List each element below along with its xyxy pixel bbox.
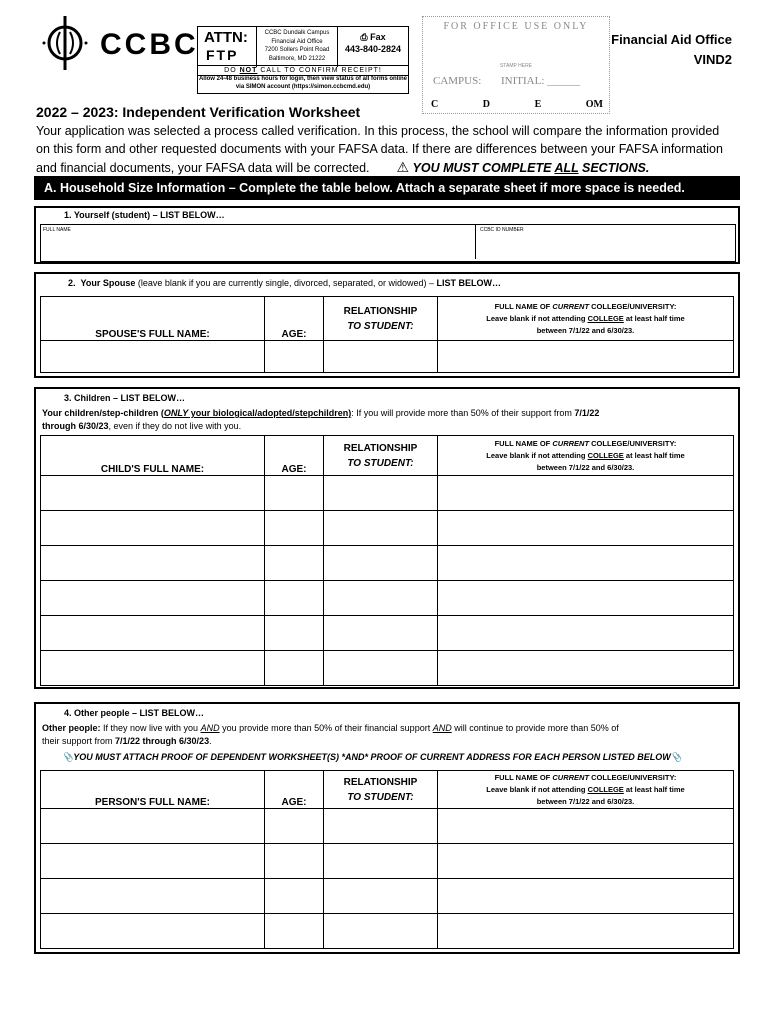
name-cell[interactable] [41, 914, 265, 949]
note-pre: DO [224, 67, 240, 74]
table-row [41, 616, 734, 651]
age-cell[interactable] [265, 651, 324, 686]
attach-text: YOU MUST ATTACH PROOF OF DEPENDENT WORKSHEET(S) *AND* PROOF OF CURRENT ADDRESS FOR EACH PERSON LISTED BELOW [73, 752, 671, 762]
rel-line1: RELATIONSHIP [343, 305, 418, 317]
relationship-cell[interactable] [324, 809, 438, 844]
age-cell[interactable] [265, 511, 324, 546]
s4-a: If they now live with you [103, 723, 201, 733]
relationship-cell[interactable] [324, 651, 438, 686]
college-cell[interactable] [438, 809, 734, 844]
s4-c: will continue to provide more than 50% of [451, 723, 619, 733]
s3-pre: Your children/step-children ( [42, 408, 164, 418]
s2-bold: Your Spouse [80, 278, 136, 288]
name-cell[interactable] [41, 879, 265, 914]
attn-dept: FTP [206, 47, 239, 63]
s2-num: 2. [68, 278, 76, 288]
rel-line1: RELATIONSHIP [343, 776, 418, 788]
full1-cur: CURRENT [552, 438, 590, 448]
warning-pre: YOU MUST COMPLETE [412, 161, 555, 175]
table-row [41, 914, 734, 949]
office-use-title: FOR OFFICE USE ONLY [443, 21, 589, 32]
yourself-fields [40, 224, 736, 262]
age-header: AGE: [265, 297, 324, 341]
office-code: OM [585, 99, 603, 110]
table-row [41, 809, 734, 844]
full3: between 7/1/22 and 6/30/23. [536, 462, 635, 472]
rel-line2: TO STUDENT: [347, 791, 414, 803]
child-name-header: CHILD'S FULL NAME: [41, 436, 265, 476]
full2-pre: Leave blank if not attending [486, 313, 588, 323]
s4-date: 7/1/22 through 6/30/23 [115, 736, 210, 746]
table-row [41, 651, 734, 686]
spouse-name-header: SPOUSE'S FULL NAME: [41, 297, 265, 341]
section-spouse [34, 272, 740, 378]
age-cell[interactable] [265, 809, 324, 844]
section-3-title: 3. Children – LIST BELOW… [64, 393, 186, 403]
office-name: Financial Aid Office [611, 32, 732, 47]
full-name-label: FULL NAME [43, 227, 71, 233]
age-cell[interactable] [265, 914, 324, 949]
name-cell[interactable] [41, 476, 265, 511]
college-cell[interactable] [438, 844, 734, 879]
college-cell[interactable] [438, 651, 734, 686]
children-table [40, 435, 734, 686]
address-line: CCBC Dundalk Campus [264, 30, 330, 36]
relationship-cell[interactable] [324, 616, 438, 651]
table-row [41, 341, 734, 373]
full3: between 7/1/22 and 6/30/23. [536, 796, 635, 806]
ccbc-id-label: CCBC ID NUMBER [480, 227, 524, 233]
name-cell[interactable] [41, 809, 265, 844]
office-codes [431, 99, 603, 110]
address-line: Financial Aid Office [271, 38, 323, 45]
table-row [41, 581, 734, 616]
age-cell[interactable] [265, 844, 324, 879]
name-cell[interactable] [41, 844, 265, 879]
college-cell[interactable] [438, 476, 734, 511]
full1-cur: CURRENT [552, 772, 590, 782]
full1-pre: FULL NAME OF [494, 438, 553, 448]
age-cell[interactable] [265, 616, 324, 651]
attach-proof-note [62, 752, 682, 763]
table-row [41, 844, 734, 879]
full2-post: at least half time [623, 784, 685, 794]
full2-pre: Leave blank if not attending [486, 450, 588, 460]
other-people-table [40, 770, 734, 949]
fax-label: Fax [370, 32, 386, 42]
relationship-header [324, 436, 438, 476]
mailing-address [256, 27, 338, 67]
s4-b: you provide more than 50% of their financial support [219, 723, 433, 733]
relationship-cell[interactable] [324, 546, 438, 581]
s2-rest: (leave blank if you are currently single, divorced, separated, or widowed) – [135, 278, 437, 288]
s2-end: LIST BELOW… [436, 278, 502, 288]
full-name-field[interactable] [41, 225, 476, 259]
ccbc-logo [34, 14, 199, 76]
name-cell[interactable] [41, 616, 265, 651]
warning-post: SECTIONS. [578, 161, 650, 175]
college-cell[interactable] [438, 581, 734, 616]
age-header: AGE: [265, 436, 324, 476]
name-cell[interactable] [41, 546, 265, 581]
ccbc-id-field[interactable] [476, 225, 735, 259]
college-cell[interactable] [438, 879, 734, 914]
s4-and2: AND [432, 723, 452, 733]
warning-icon: ⚠ [396, 159, 410, 175]
table-row [41, 879, 734, 914]
section-other-people [34, 702, 740, 954]
section-4-title: 4. Other people – LIST BELOW… [64, 708, 205, 718]
college-header [438, 771, 734, 809]
name-cell[interactable] [41, 651, 265, 686]
logo-text: CCBC [100, 28, 199, 61]
s3-date2: through 6/30/23 [42, 421, 109, 431]
relationship-cell[interactable] [324, 511, 438, 546]
college-cell[interactable] [438, 546, 734, 581]
section-1-title: 1. Yourself (student) – LIST BELOW… [64, 210, 225, 220]
college-cell[interactable] [438, 616, 734, 651]
office-code: E [534, 99, 542, 110]
relationship-cell[interactable] [324, 581, 438, 616]
table-row [41, 511, 734, 546]
stamp-here: STAMP HERE [499, 63, 533, 69]
ccbc-logo-icon [40, 14, 90, 72]
college-cell[interactable] [438, 914, 734, 949]
s3-date1: 7/1/22 [574, 408, 600, 418]
full3: between 7/1/22 and 6/30/23. [536, 325, 635, 335]
full1-cur: CURRENT [552, 301, 590, 311]
person-name-header: PERSON'S FULL NAME: [41, 771, 265, 809]
spouse-name-cell[interactable] [41, 341, 265, 373]
office-code: D [482, 99, 491, 110]
age-cell[interactable] [265, 879, 324, 914]
warning-all: ALL [554, 161, 579, 175]
note-not: NOT [239, 67, 258, 74]
fax-info [340, 31, 406, 55]
relationship-cell[interactable] [324, 844, 438, 879]
intro-paragraph [36, 122, 736, 177]
full2-col: COLLEGE [587, 313, 624, 323]
rel-line1: RELATIONSHIP [343, 442, 418, 454]
full1-post: COLLEGE/UNIVERSITY: [589, 772, 677, 782]
spouse-table [40, 296, 734, 373]
s4-post: . [209, 736, 212, 746]
login-note: Allow 24-48 business hours for login, then view status of all forms online via SIMON account (https://simon.ccbcmd.edu) [198, 76, 408, 90]
name-cell[interactable] [41, 511, 265, 546]
address-line: 7200 Sollers Point Road [264, 47, 330, 53]
relationship-cell[interactable] [324, 879, 438, 914]
full1-post: COLLEGE/UNIVERSITY: [589, 301, 677, 311]
full2-col: COLLEGE [587, 784, 624, 794]
paperclip-icon: 📎 [670, 752, 682, 762]
full1-pre: FULL NAME OF [494, 301, 553, 311]
fax-icon: ⎙ [360, 32, 368, 42]
relationship-header [324, 297, 438, 341]
attn-box [197, 26, 409, 94]
note-post: CALL TO CONFIRM RECEIPT! [257, 67, 382, 74]
form-code: VIND2 [693, 52, 732, 67]
office-code: C [431, 99, 439, 110]
college-header [438, 297, 734, 341]
office-initial: INITIAL: ______ [501, 75, 581, 87]
age-cell[interactable] [265, 341, 324, 373]
s3-post: : If you will provide more than 50% of their support from [351, 408, 575, 418]
financial-aid-office [611, 30, 732, 70]
full1-post: COLLEGE/UNIVERSITY: [589, 438, 677, 448]
worksheet-title: 2022 – 2023: Independent Verification Worksheet [36, 104, 361, 120]
paperclip-icon: 📎 [62, 752, 74, 762]
section-3-instructions [42, 407, 732, 433]
intro-text: Your application was selected a process called verification. In this process, the school will compare the information provided on this form and other requested documents with your FAFSA data. If there are differences between your FAFSA information and financial documents, your FAFSA data will be corrected. [36, 124, 723, 175]
college-cell[interactable] [438, 511, 734, 546]
age-cell[interactable] [265, 546, 324, 581]
section-4-instructions [42, 722, 732, 748]
rel-line2: TO STUDENT: [347, 320, 414, 332]
address-line: Baltimore, MD 21222 [268, 55, 326, 62]
table-row [41, 546, 734, 581]
full1-pre: FULL NAME OF [494, 772, 553, 782]
relationship-header [324, 771, 438, 809]
age-cell[interactable] [265, 476, 324, 511]
relationship-cell[interactable] [324, 341, 438, 373]
section-a-header: A. Household Size Information – Complete the table below. Attach a separate sheet if more space is needed. [34, 176, 740, 200]
name-cell[interactable] [41, 581, 265, 616]
fax-number: 443-840-2824 [344, 44, 402, 54]
full2-col: COLLEGE [587, 450, 624, 460]
age-cell[interactable] [265, 581, 324, 616]
s4-pre: Other people: [42, 723, 104, 733]
office-campus: CAMPUS: [433, 75, 482, 87]
section-children [34, 387, 740, 689]
age-header: AGE: [265, 771, 324, 809]
college-header [438, 436, 734, 476]
complete-warning [413, 161, 650, 175]
section-yourself [34, 206, 740, 264]
s3-only: ONLY [163, 408, 189, 418]
section-2-title [68, 278, 501, 288]
s3-post2: , even if they do not live with you. [108, 421, 242, 431]
s4-and: AND [200, 723, 220, 733]
s4-pre2: their support from [42, 736, 116, 746]
relationship-cell[interactable] [324, 914, 438, 949]
rel-line2: TO STUDENT: [347, 457, 414, 469]
full2-post: at least half time [623, 313, 685, 323]
relationship-cell[interactable] [324, 476, 438, 511]
attn-label: ATTN: [204, 29, 248, 46]
full2-post: at least half time [623, 450, 685, 460]
table-row [41, 476, 734, 511]
s3-mid: your biological/adopted/stepchildren) [188, 408, 352, 418]
college-cell[interactable] [438, 341, 734, 373]
office-use-box [422, 16, 610, 114]
full2-pre: Leave blank if not attending [486, 784, 588, 794]
